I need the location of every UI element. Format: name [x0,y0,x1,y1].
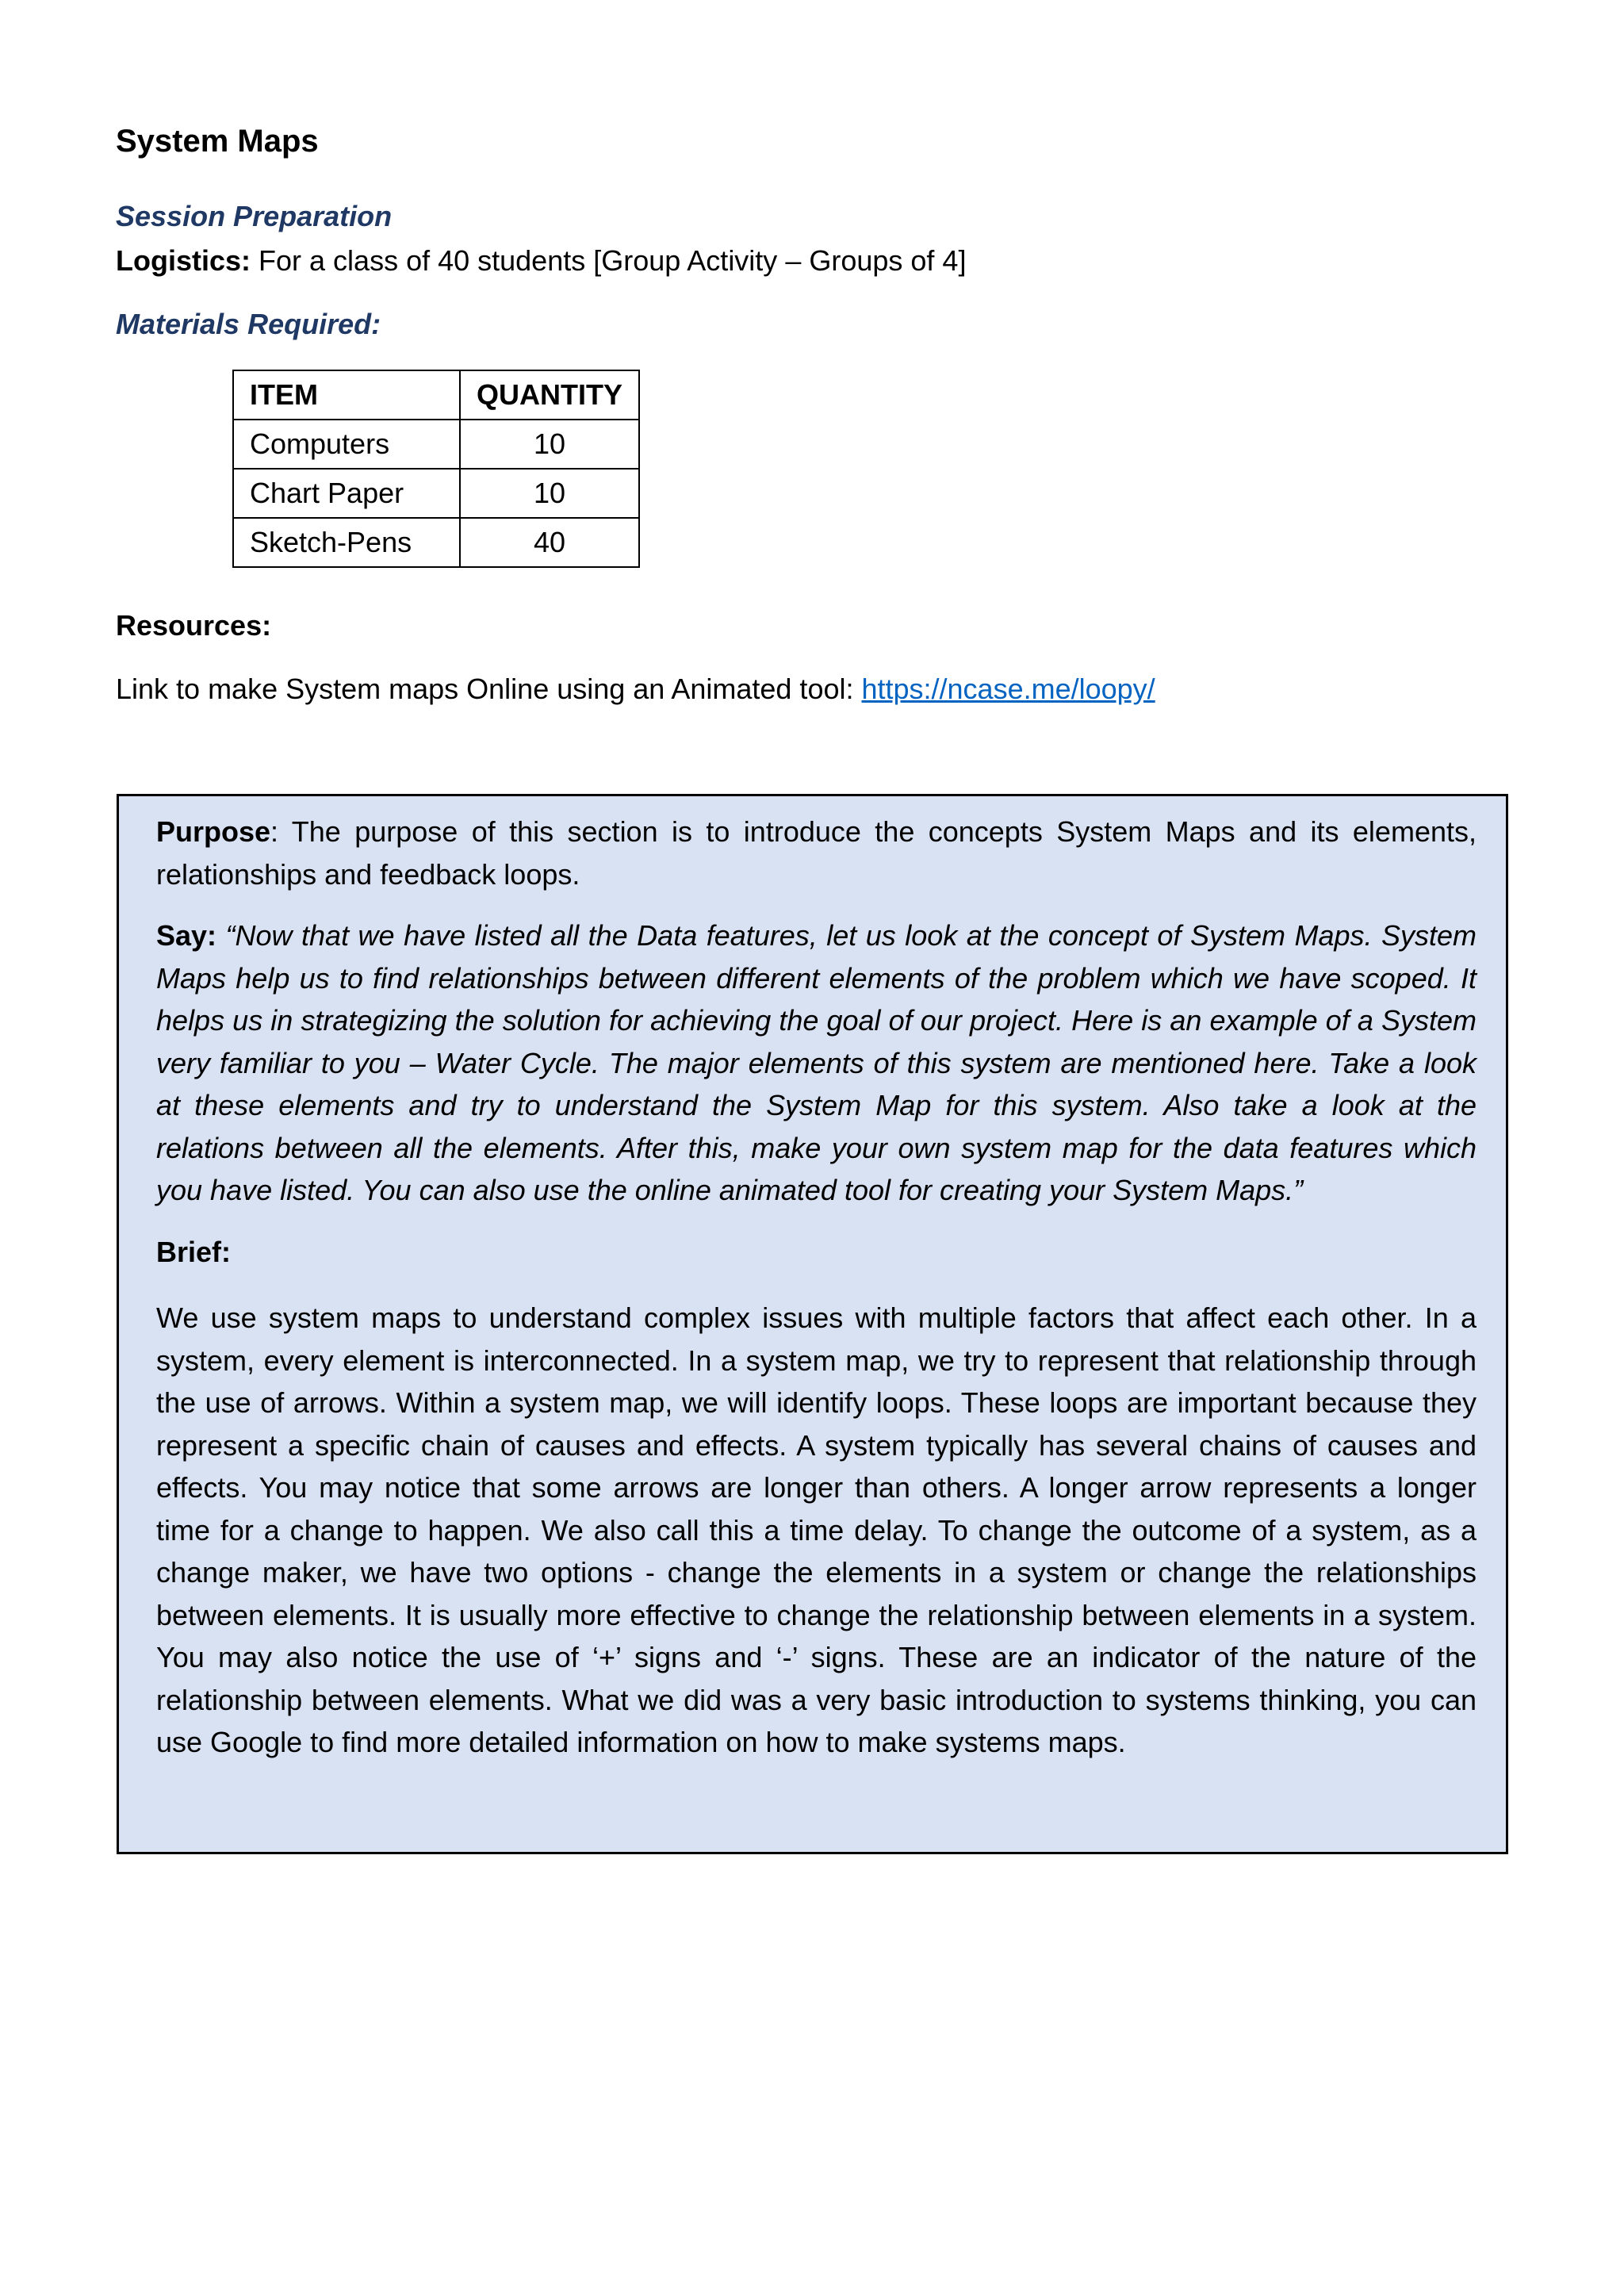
quantity-cell: 10 [460,469,639,518]
column-header-item: ITEM [233,370,460,420]
table-header-row [233,370,639,420]
instruction-box-content [156,811,1477,1764]
item-cell: Sketch-Pens [233,518,460,567]
table-row [233,518,639,567]
logistics-line [116,241,966,281]
page-title: System Maps [116,124,319,159]
say-paragraph [156,914,1477,1212]
purpose-label: Purpose [156,815,271,848]
materials-heading: Materials Required: [116,308,381,340]
item-cell: Chart Paper [233,469,460,518]
logistics-label: Logistics: [116,244,251,277]
column-header-quantity: QUANTITY [460,370,639,420]
quantity-cell: 10 [460,420,639,469]
session-preparation-heading: Session Preparation [116,200,393,232]
loopy-link[interactable]: https://ncase.me/loopy/ [861,673,1155,705]
say-text: “Now that we have listed all the Data features, let us look at the concept of System Maps. System Maps help us to find relationships between different elements of the problem which we have scoped. It helps us in strategizing the solution for achieving the goal of our project. Here is an example of a System very familiar to you – Water Cycle. The major elements of this system are mentioned here. Take a look at these elements and try to understand the System Map for this system. Also take a look at the relations between all the elements. After this, make your own system map for the data features which you have listed. You can also use the online animated tool for creating your System Maps.” [156,919,1477,1206]
quantity-cell: 40 [460,518,639,567]
materials-table [232,370,640,568]
say-label: Say: [156,919,217,952]
resources-heading: Resources: [116,609,272,642]
brief-label: Brief: [156,1235,232,1268]
logistics-text: For a class of 40 students [Group Activity – Groups of 4] [251,244,967,277]
item-cell: Computers [233,420,460,469]
purpose-text: : The purpose of this section is to introduce the concepts System Maps and its elements, relationships and feedback loops. [156,815,1477,891]
instruction-box [117,794,1508,1854]
resources-line [116,669,1155,709]
resources-text: Link to make System maps Online using an Animated tool: [116,673,862,705]
brief-paragraph: We use system maps to understand complex issues with multiple factors that affect each other. In a system, every element is interconnected. In a system map, we try to represent that relationship through the use of arrows. Within a system map, we will identify loops. These loops are important because they represent a specific chain of causes and effects. A system typically has several chains of causes and effects. You may notice that some arrows are longer than others. A longer arrow represents a longer time for a change to happen. We also call this a time delay. To change the outcome of a system, as a change maker, we have two options - change the elements in a system or change the relationships between elements. It is usually more effective to change the relationship between elements in a system. You may also notice the use of ‘+’ signs and ‘-’ signs. These are an indicator of the nature of the relationship between elements. What we did was a very basic introduction to systems thinking, you can use Google to find more detailed information on how to make systems maps. [156,1301,1477,1758]
purpose-paragraph [156,811,1477,895]
table-row [233,420,639,469]
table-row [233,469,639,518]
